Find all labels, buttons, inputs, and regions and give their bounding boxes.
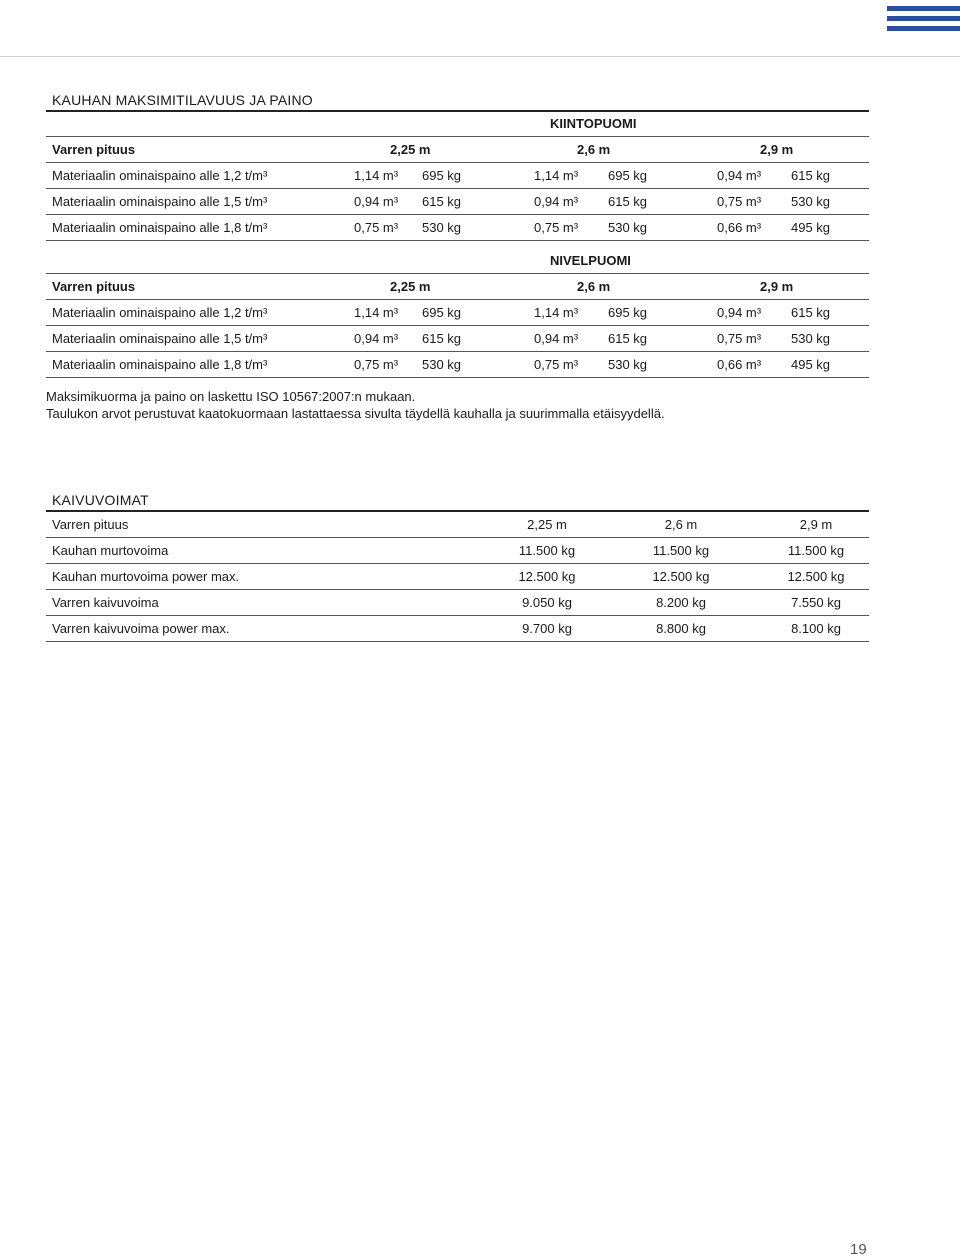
note-line: Taulukon arvot perustuvat kaatokuormaan lastattaessa sivulta täydellä kauhalla ja suurimmalla etäisyydellä. [46, 406, 665, 421]
table-cell: 1,14 m³ [354, 168, 399, 183]
table-cell: 0,94 m³ [354, 331, 399, 346]
table-row [46, 564, 869, 590]
row-label: Kauhan murtovoima [52, 543, 169, 558]
table-cell: 530 kg [791, 331, 831, 346]
header-label: Varren pituus [52, 279, 136, 294]
row-label: Varren kaivuvoima power max. [52, 621, 230, 636]
row-label: Kauhan murtovoima power max. [52, 569, 240, 584]
table-cell: 0,75 m³ [717, 331, 762, 346]
header-col: 2,9 m [760, 279, 794, 294]
header-col: 2,9 m [799, 517, 833, 532]
table-cell: 11.500 kg [518, 543, 576, 558]
header-col: 2,6 m [577, 142, 611, 157]
table-cell: 0,75 m³ [354, 357, 399, 372]
table-cell: 8.200 kg [656, 595, 706, 610]
table-header-row [46, 274, 869, 300]
table-cell: 0,75 m³ [354, 220, 399, 235]
table-cell: 1,14 m³ [534, 168, 579, 183]
table-cell: 530 kg [608, 357, 648, 372]
table-cell: 1,14 m³ [534, 305, 579, 320]
table-row [46, 352, 869, 378]
table-header-row [46, 512, 869, 538]
stripes-logo-icon [887, 6, 960, 36]
header-col: 2,25 m [527, 517, 567, 532]
table-cell: 0,94 m³ [354, 194, 399, 209]
table-cell: 695 kg [608, 305, 648, 320]
row-label: Materiaalin ominaispaino alle 1,8 t/m³ [52, 357, 268, 372]
header-col: 2,9 m [760, 142, 794, 157]
table-cell: 530 kg [791, 194, 831, 209]
row-label: Varren kaivuvoima [52, 595, 159, 610]
table-cell: 1,14 m³ [354, 305, 399, 320]
table-cell: 615 kg [608, 331, 648, 346]
header-label: Varren pituus [52, 142, 136, 157]
table-cell: 695 kg [608, 168, 648, 183]
top-divider [0, 56, 960, 57]
table-row [46, 538, 869, 564]
section-title: KAUHAN MAKSIMITILAVUUS JA PAINO [46, 90, 869, 112]
table-cell: 0,94 m³ [717, 305, 762, 320]
table-cell: 615 kg [791, 305, 831, 320]
table-cell: 615 kg [608, 194, 648, 209]
table-cell: 495 kg [791, 220, 831, 235]
table-cell: 530 kg [608, 220, 648, 235]
row-label: Materiaalin ominaispaino alle 1,5 t/m³ [52, 331, 268, 346]
table-cell: 12.500 kg [518, 569, 576, 584]
table-cell: 615 kg [422, 194, 462, 209]
table-subtitle: KIINTOPUOMI [46, 112, 869, 137]
table-cell: 9.700 kg [522, 621, 572, 636]
table-header-row [46, 137, 869, 163]
table-cell: 11.500 kg [652, 543, 710, 558]
table-cell: 8.100 kg [791, 621, 841, 636]
table-cell: 0,66 m³ [717, 357, 762, 372]
table-row [46, 163, 869, 189]
table-cell: 695 kg [422, 305, 462, 320]
page-number: 19 [850, 1241, 867, 1258]
table-cell: 7.550 kg [791, 595, 841, 610]
table-cell: 530 kg [422, 220, 462, 235]
table-cell: 0,66 m³ [717, 220, 762, 235]
table-cell: 0,94 m³ [534, 331, 579, 346]
table-cell: 495 kg [791, 357, 831, 372]
table-subtitle: NIVELPUOMI [46, 249, 869, 274]
table-row [46, 189, 869, 215]
table-cell: 0,75 m³ [534, 220, 579, 235]
table-row [46, 616, 869, 642]
bucket-capacity-section [46, 90, 869, 378]
table-cell: 0,94 m³ [534, 194, 579, 209]
table-cell: 530 kg [422, 357, 462, 372]
table-cell: 12.500 kg [787, 569, 845, 584]
digging-forces-section [46, 490, 869, 642]
table-cell: 615 kg [422, 331, 462, 346]
header-col: 2,6 m [577, 279, 611, 294]
section-title: KAIVUVOIMAT [46, 490, 869, 512]
articulated-boom-table [46, 249, 869, 378]
table-cell: 0,94 m³ [717, 168, 762, 183]
table-cell: 0,75 m³ [534, 357, 579, 372]
header-label: Varren pituus [52, 517, 129, 532]
note-line: Maksimikuorma ja paino on laskettu ISO 10567:2007:n mukaan. [46, 389, 416, 404]
table-cell: 12.500 kg [652, 569, 710, 584]
table-row [46, 590, 869, 616]
row-label: Materiaalin ominaispaino alle 1,5 t/m³ [52, 194, 268, 209]
row-label: Materiaalin ominaispaino alle 1,2 t/m³ [52, 168, 268, 183]
table-row [46, 326, 869, 352]
fixed-boom-table [46, 112, 869, 241]
header-col: 2,25 m [390, 142, 431, 157]
row-label: Materiaalin ominaispaino alle 1,2 t/m³ [52, 305, 268, 320]
table-notes [46, 388, 665, 422]
table-row [46, 300, 869, 326]
table-cell: 11.500 kg [787, 543, 845, 558]
table-cell: 0,75 m³ [717, 194, 762, 209]
header-col: 2,6 m [664, 517, 698, 532]
header-col: 2,25 m [390, 279, 431, 294]
row-label: Materiaalin ominaispaino alle 1,8 t/m³ [52, 220, 268, 235]
table-cell: 695 kg [422, 168, 462, 183]
table-cell: 615 kg [791, 168, 831, 183]
table-cell: 9.050 kg [522, 595, 572, 610]
table-row [46, 215, 869, 241]
table-cell: 8.800 kg [656, 621, 706, 636]
